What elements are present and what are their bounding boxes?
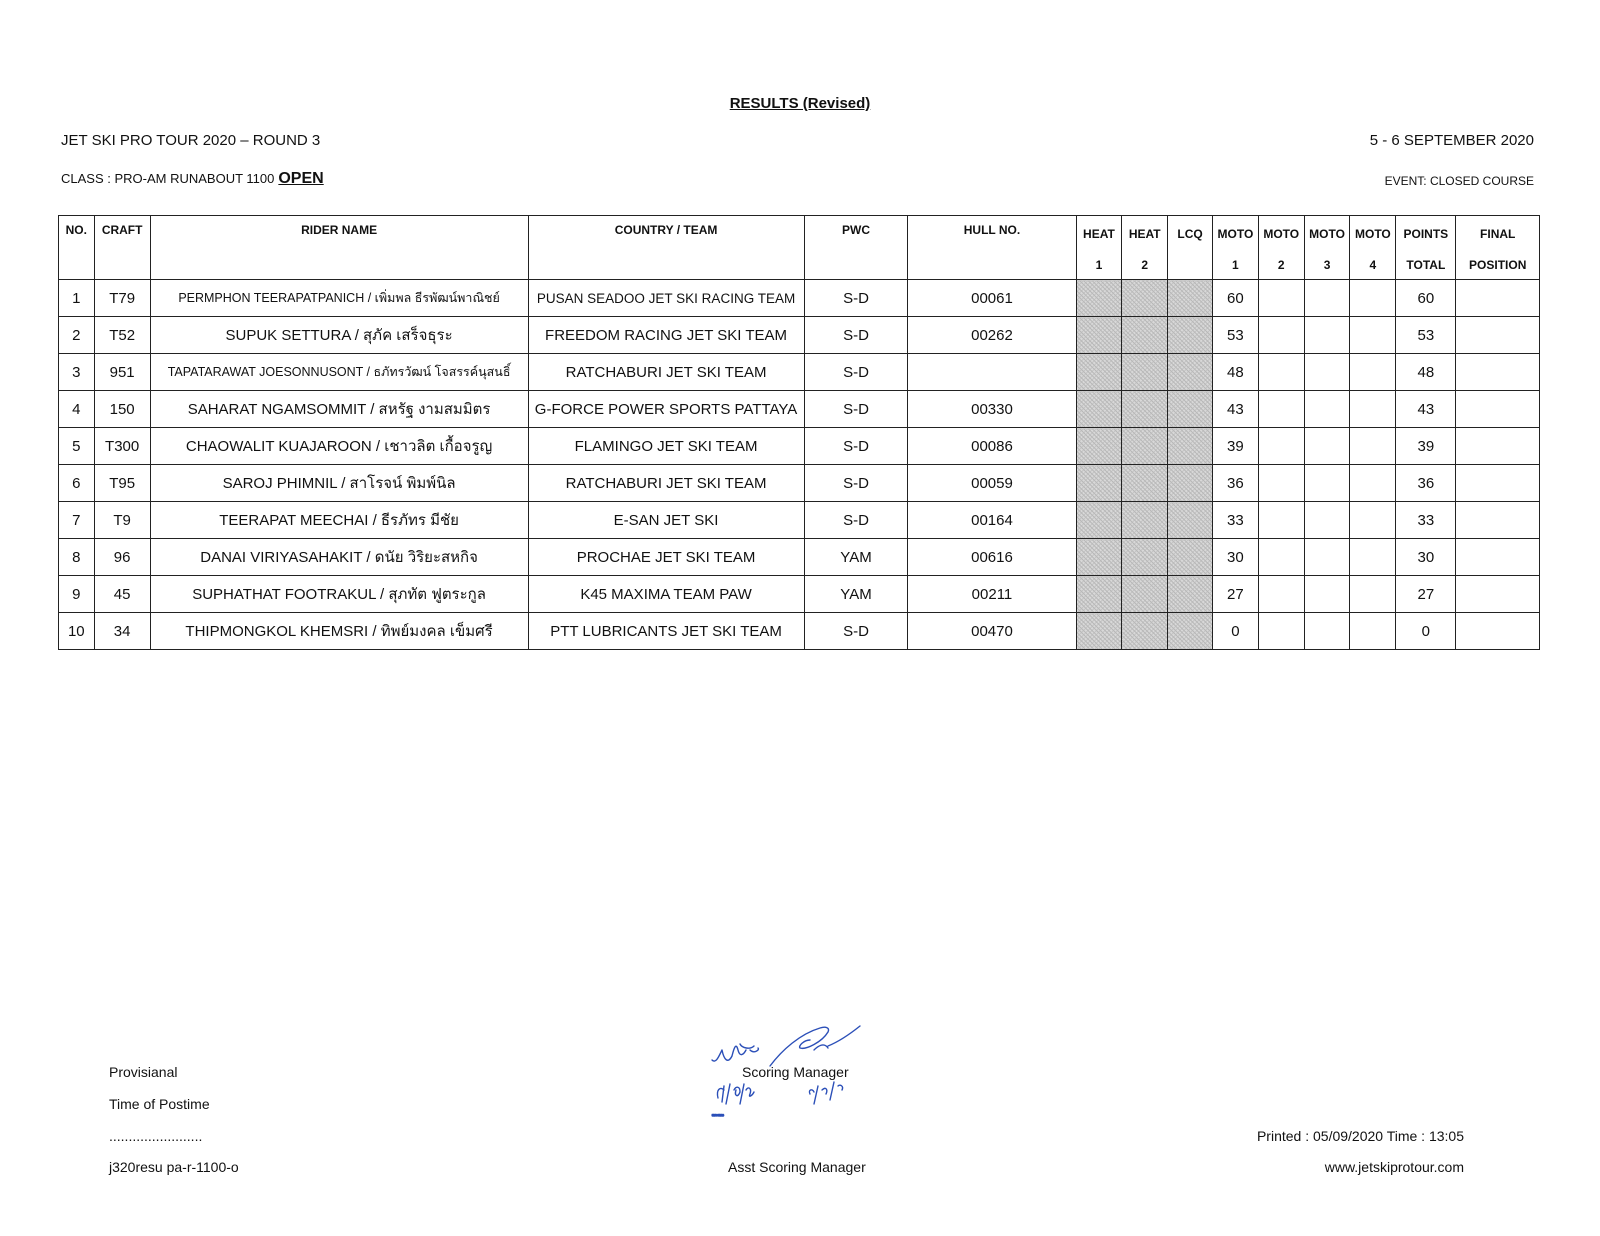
provisional-label: Provisianal xyxy=(109,1064,178,1080)
cell-lcq xyxy=(1168,317,1213,354)
cell-moto4 xyxy=(1350,428,1396,465)
cell-moto3 xyxy=(1304,576,1350,613)
table-row xyxy=(59,613,1540,650)
cell-team: K45 MAXIMA TEAM PAW xyxy=(528,576,804,613)
col-moto2-num: 2 xyxy=(1258,251,1304,280)
cell-points: 30 xyxy=(1396,539,1456,576)
cell-moto4 xyxy=(1350,576,1396,613)
cell-pwc: S-D xyxy=(804,317,908,354)
cell-moto4 xyxy=(1350,354,1396,391)
cell-rider: PERMPHON TEERAPATPANICH / เพิ่มพล ธีรพัฒน์พาณิชย์ xyxy=(150,280,528,317)
cell-moto2 xyxy=(1258,539,1304,576)
cell-rider: SAHARAT NGAMSOMMIT / สหรัฐ งามสมมิตร xyxy=(150,391,528,428)
cell-heat1 xyxy=(1076,502,1122,539)
cell-final xyxy=(1456,465,1540,502)
website-link[interactable]: www.jetskiprotour.com xyxy=(1324,1159,1464,1175)
cell-points: 0 xyxy=(1396,613,1456,650)
cell-final xyxy=(1456,391,1540,428)
postime-blank: ........................ xyxy=(109,1128,203,1144)
cell-moto3 xyxy=(1304,502,1350,539)
cell-no: 2 xyxy=(59,317,95,354)
cell-no: 5 xyxy=(59,428,95,465)
cell-moto2 xyxy=(1258,613,1304,650)
cell-heat1 xyxy=(1076,317,1122,354)
cell-moto1: 53 xyxy=(1212,317,1258,354)
cell-lcq xyxy=(1168,391,1213,428)
cell-pwc: S-D xyxy=(804,465,908,502)
table-row xyxy=(59,354,1540,391)
cell-craft: 45 xyxy=(94,576,150,613)
cell-craft: T95 xyxy=(94,465,150,502)
cell-final xyxy=(1456,539,1540,576)
cell-team: PTT LUBRICANTS JET SKI TEAM xyxy=(528,613,804,650)
cell-moto2 xyxy=(1258,576,1304,613)
cell-lcq xyxy=(1168,465,1213,502)
cell-no: 1 xyxy=(59,280,95,317)
cell-no: 8 xyxy=(59,539,95,576)
cell-heat2 xyxy=(1122,428,1168,465)
cell-moto4 xyxy=(1350,502,1396,539)
cell-moto4 xyxy=(1350,280,1396,317)
cell-heat1 xyxy=(1076,354,1122,391)
cell-heat1 xyxy=(1076,576,1122,613)
cell-moto1: 33 xyxy=(1212,502,1258,539)
cell-heat1 xyxy=(1076,280,1122,317)
cell-moto1: 60 xyxy=(1212,280,1258,317)
cell-moto3 xyxy=(1304,354,1350,391)
cell-moto1: 39 xyxy=(1212,428,1258,465)
cell-points: 48 xyxy=(1396,354,1456,391)
event-date: 5 - 6 SEPTEMBER 2020 xyxy=(1369,132,1534,149)
cell-moto4 xyxy=(1350,613,1396,650)
col-team: COUNTRY / TEAM xyxy=(528,216,804,252)
cell-final xyxy=(1456,317,1540,354)
cell-rider: THIPMONGKOL KHEMSRI / ทิพย์มงคล เข็มศรี xyxy=(150,613,528,650)
col-moto1-num: 1 xyxy=(1212,251,1258,280)
cell-final xyxy=(1456,280,1540,317)
cell-hull xyxy=(908,354,1076,391)
cell-rider: DANAI VIRIYASAHAKIT / ดนัย วิริยะสหกิจ xyxy=(150,539,528,576)
cell-pwc: S-D xyxy=(804,354,908,391)
cell-heat1 xyxy=(1076,613,1122,650)
table-row xyxy=(59,317,1540,354)
cell-moto2 xyxy=(1258,317,1304,354)
col-moto4: MOTO xyxy=(1350,216,1396,252)
cell-lcq xyxy=(1168,576,1213,613)
cell-hull: 00061 xyxy=(908,280,1076,317)
cell-team: RATCHABURI JET SKI TEAM xyxy=(528,465,804,502)
table-row xyxy=(59,539,1540,576)
cell-heat2 xyxy=(1122,576,1168,613)
cell-moto2 xyxy=(1258,465,1304,502)
page-title: RESULTS (Revised) xyxy=(729,95,871,112)
cell-hull: 00211 xyxy=(908,576,1076,613)
cell-heat2 xyxy=(1122,317,1168,354)
cell-points: 33 xyxy=(1396,502,1456,539)
cell-moto3 xyxy=(1304,428,1350,465)
cell-heat1 xyxy=(1076,539,1122,576)
cell-hull: 00059 xyxy=(908,465,1076,502)
cell-team: E-SAN JET SKI xyxy=(528,502,804,539)
asst-scoring-manager-label: Asst Scoring Manager xyxy=(728,1159,866,1175)
cell-team: PROCHAE JET SKI TEAM xyxy=(528,539,804,576)
cell-moto3 xyxy=(1304,465,1350,502)
col-heat2-num: 2 xyxy=(1122,251,1168,280)
cell-heat1 xyxy=(1076,391,1122,428)
cell-team: PUSAN SEADOO JET SKI RACING TEAM xyxy=(528,280,804,317)
cell-moto1: 27 xyxy=(1212,576,1258,613)
cell-hull: 00330 xyxy=(908,391,1076,428)
col-heat2: HEAT xyxy=(1122,216,1168,252)
cell-points: 53 xyxy=(1396,317,1456,354)
cell-moto3 xyxy=(1304,539,1350,576)
cell-final xyxy=(1456,502,1540,539)
cell-heat2 xyxy=(1122,613,1168,650)
cell-hull: 00470 xyxy=(908,613,1076,650)
col-hull: HULL NO. xyxy=(908,216,1076,252)
cell-moto2 xyxy=(1258,428,1304,465)
cell-craft: 150 xyxy=(94,391,150,428)
cell-lcq xyxy=(1168,502,1213,539)
header-row xyxy=(59,216,1540,252)
cell-lcq xyxy=(1168,280,1213,317)
cell-moto4 xyxy=(1350,465,1396,502)
file-reference: j320resu pa-r-1100-o xyxy=(109,1159,239,1175)
cell-team: FREEDOM RACING JET SKI TEAM xyxy=(528,317,804,354)
cell-pwc: S-D xyxy=(804,280,908,317)
cell-moto2 xyxy=(1258,280,1304,317)
table-row xyxy=(59,465,1540,502)
cell-moto4 xyxy=(1350,391,1396,428)
cell-moto1: 36 xyxy=(1212,465,1258,502)
cell-pwc: S-D xyxy=(804,428,908,465)
cell-team: RATCHABURI JET SKI TEAM xyxy=(528,354,804,391)
cell-heat2 xyxy=(1122,539,1168,576)
col-no: NO. xyxy=(59,216,95,252)
col-heat1-num: 1 xyxy=(1076,251,1122,280)
cell-pwc: YAM xyxy=(804,539,908,576)
cell-heat2 xyxy=(1122,502,1168,539)
cell-craft: T9 xyxy=(94,502,150,539)
cell-moto1: 43 xyxy=(1212,391,1258,428)
col-final-position: POSITION xyxy=(1456,251,1540,280)
cell-rider: CHAOWALIT KUAJAROON / เชาวลิต เกื้อจรูญ xyxy=(150,428,528,465)
cell-rider: SUPHATHAT FOOTRAKUL / สุภทัต ฟูตระกูล xyxy=(150,576,528,613)
cell-heat2 xyxy=(1122,391,1168,428)
cell-final xyxy=(1456,428,1540,465)
cell-moto4 xyxy=(1350,539,1396,576)
cell-lcq xyxy=(1168,613,1213,650)
class-open: OPEN xyxy=(278,170,324,187)
cell-rider: TEERAPAT MEECHAI / ธีรภัทร มีชัย xyxy=(150,502,528,539)
cell-lcq xyxy=(1168,354,1213,391)
printed-timestamp: Printed : 05/09/2020 Time : 13:05 xyxy=(1256,1128,1464,1144)
col-rider: RIDER NAME xyxy=(150,216,528,252)
cell-no: 4 xyxy=(59,391,95,428)
cell-no: 7 xyxy=(59,502,95,539)
cell-moto1: 48 xyxy=(1212,354,1258,391)
cell-lcq xyxy=(1168,539,1213,576)
cell-craft: T52 xyxy=(94,317,150,354)
cell-moto3 xyxy=(1304,280,1350,317)
cell-moto4 xyxy=(1350,317,1396,354)
cell-pwc: S-D xyxy=(804,502,908,539)
cell-moto1: 30 xyxy=(1212,539,1258,576)
cell-points: 36 xyxy=(1396,465,1456,502)
col-points-total: TOTAL xyxy=(1396,251,1456,280)
cell-rider: SAROJ PHIMNIL / สาโรจน์ พิมพ์นิล xyxy=(150,465,528,502)
col-moto4-num: 4 xyxy=(1350,251,1396,280)
cell-craft: T79 xyxy=(94,280,150,317)
col-pwc: PWC xyxy=(804,216,908,252)
event-name: JET SKI PRO TOUR 2020 – ROUND 3 xyxy=(61,132,321,149)
table-row xyxy=(59,502,1540,539)
cell-no: 6 xyxy=(59,465,95,502)
cell-pwc: S-D xyxy=(804,613,908,650)
cell-craft: T300 xyxy=(94,428,150,465)
event-type: EVENT: CLOSED COURSE xyxy=(1384,174,1534,188)
cell-pwc: S-D xyxy=(804,391,908,428)
col-moto3: MOTO xyxy=(1304,216,1350,252)
cell-rider: SUPUK SETTURA / สุภัค เสร็จธุระ xyxy=(150,317,528,354)
cell-heat1 xyxy=(1076,428,1122,465)
table-row xyxy=(59,576,1540,613)
scoring-manager-label: Scoring Manager xyxy=(742,1064,849,1080)
results-table xyxy=(58,215,1540,650)
col-moto1: MOTO xyxy=(1212,216,1258,252)
cell-team: G-FORCE POWER SPORTS PATTAYA xyxy=(528,391,804,428)
cell-hull: 00262 xyxy=(908,317,1076,354)
cell-moto2 xyxy=(1258,391,1304,428)
table-row xyxy=(59,391,1540,428)
cell-final xyxy=(1456,354,1540,391)
table-row xyxy=(59,280,1540,317)
cell-moto1: 0 xyxy=(1212,613,1258,650)
cell-pwc: YAM xyxy=(804,576,908,613)
cell-heat1 xyxy=(1076,465,1122,502)
table-row xyxy=(59,428,1540,465)
cell-moto3 xyxy=(1304,317,1350,354)
cell-hull: 00164 xyxy=(908,502,1076,539)
cell-final xyxy=(1456,576,1540,613)
cell-craft: 951 xyxy=(94,354,150,391)
cell-moto2 xyxy=(1258,502,1304,539)
cell-craft: 96 xyxy=(94,539,150,576)
col-heat1: HEAT xyxy=(1076,216,1122,252)
col-moto3-num: 3 xyxy=(1304,251,1350,280)
cell-craft: 34 xyxy=(94,613,150,650)
cell-heat2 xyxy=(1122,280,1168,317)
cell-rider: TAPATARAWAT JOESONNUSONT / ธภัทรวัฒน์ โจสรรค์นุสนธิ์ xyxy=(150,354,528,391)
class-line xyxy=(61,170,324,188)
header-row-2 xyxy=(59,251,1540,280)
cell-no: 9 xyxy=(59,576,95,613)
class-label: CLASS : PRO-AM RUNABOUT 1100 xyxy=(61,171,275,186)
cell-points: 43 xyxy=(1396,391,1456,428)
cell-lcq xyxy=(1168,428,1213,465)
col-points: POINTS xyxy=(1396,216,1456,252)
cell-moto3 xyxy=(1304,391,1350,428)
cell-hull: 00086 xyxy=(908,428,1076,465)
col-craft: CRAFT xyxy=(94,216,150,252)
col-moto2: MOTO xyxy=(1258,216,1304,252)
time-of-postime-label: Time of Postime xyxy=(109,1096,210,1112)
cell-hull: 00616 xyxy=(908,539,1076,576)
cell-heat2 xyxy=(1122,354,1168,391)
col-lcq: LCQ xyxy=(1168,216,1213,252)
signature-caption: 5/9/63 5/9/20 xyxy=(712,1115,724,1117)
cell-no: 3 xyxy=(59,354,95,391)
cell-team: FLAMINGO JET SKI TEAM xyxy=(528,428,804,465)
cell-points: 60 xyxy=(1396,280,1456,317)
cell-no: 10 xyxy=(59,613,95,650)
cell-final xyxy=(1456,613,1540,650)
cell-heat2 xyxy=(1122,465,1168,502)
cell-points: 27 xyxy=(1396,576,1456,613)
cell-moto3 xyxy=(1304,613,1350,650)
cell-points: 39 xyxy=(1396,428,1456,465)
col-final: FINAL xyxy=(1456,216,1540,252)
cell-moto2 xyxy=(1258,354,1304,391)
